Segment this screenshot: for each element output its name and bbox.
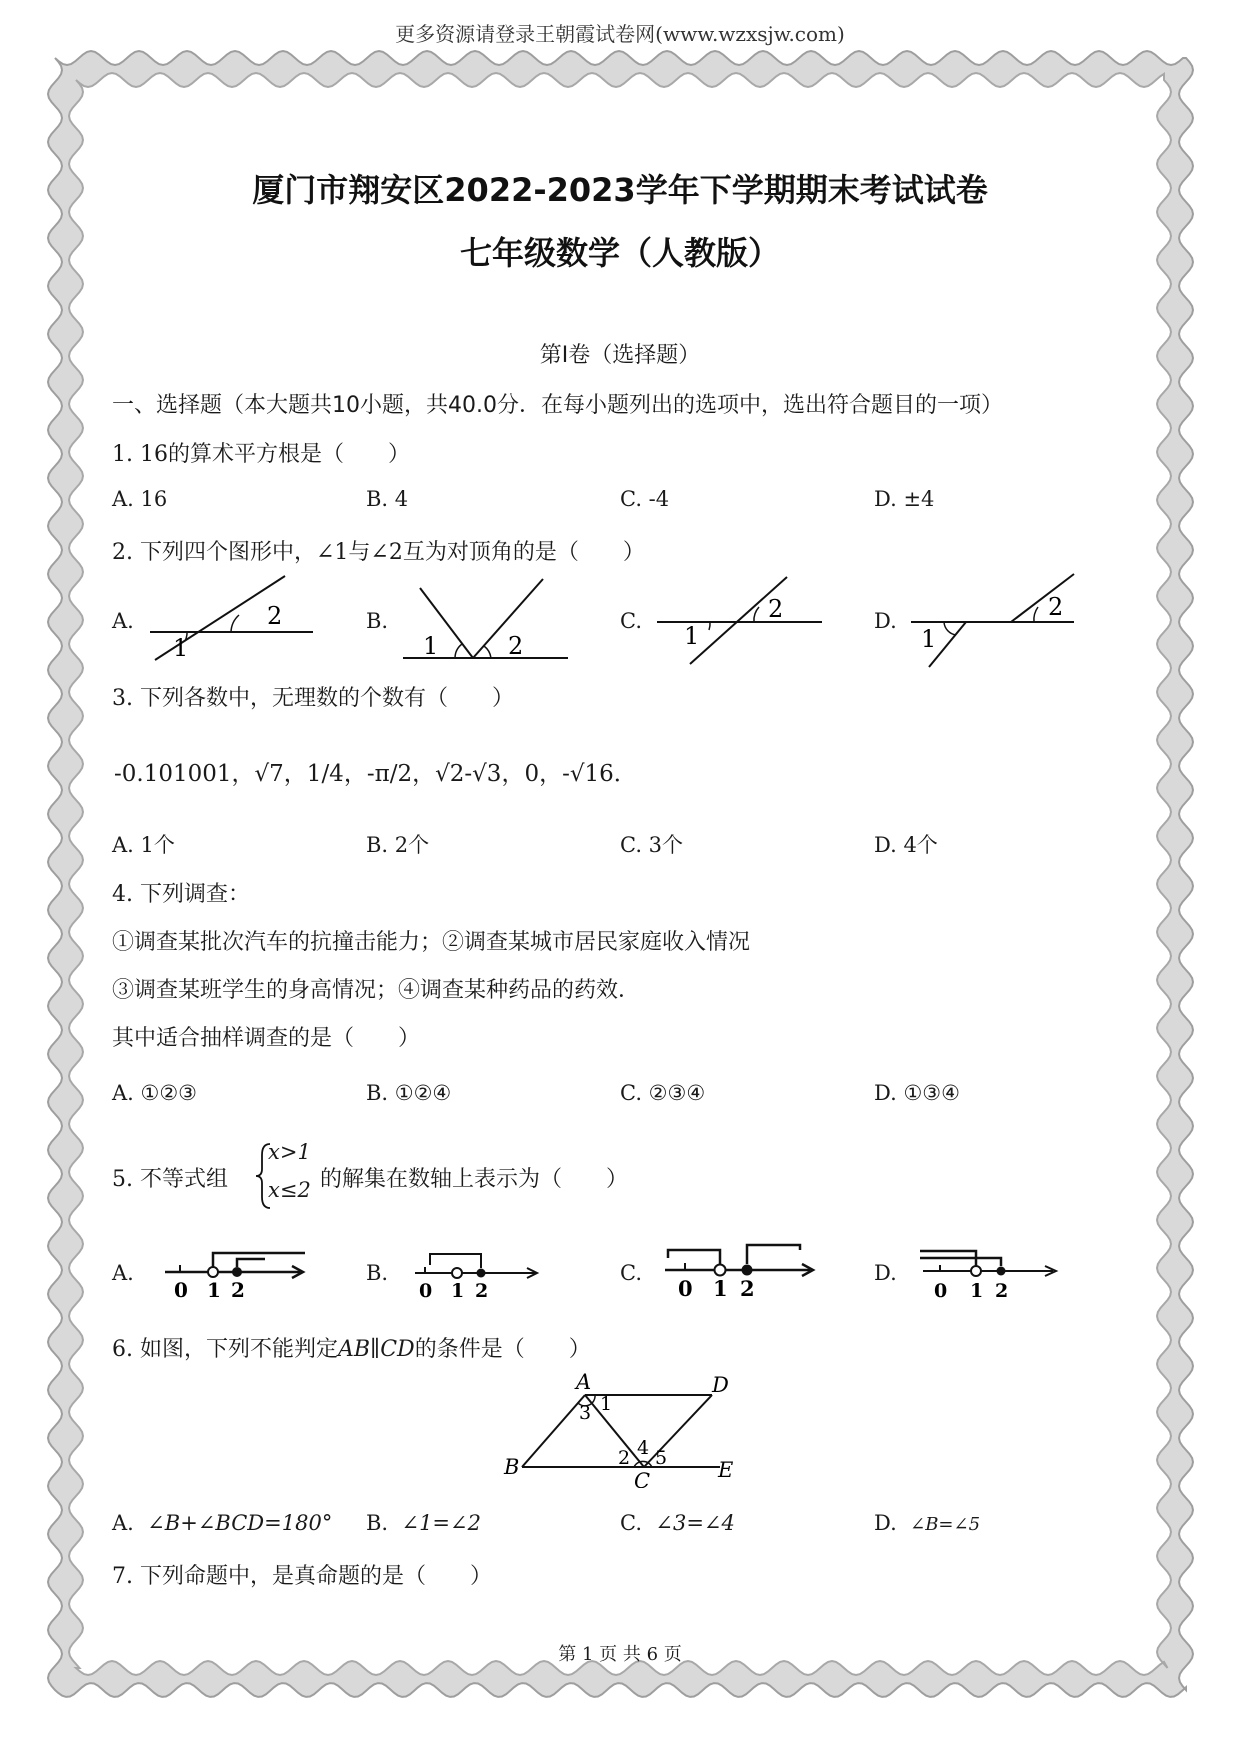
q4-line-1: ①调查某批次汽车的抗撞击能力；②调查某城市居民家庭收入情况	[112, 930, 751, 955]
q6-option-b-math: ∠1=∠2	[401, 1511, 481, 1535]
q6-option-c-letter: C.	[620, 1511, 642, 1535]
point-b-label: B	[504, 1455, 520, 1479]
q4-line-3: 其中适合抽样调查的是（ ）	[112, 1026, 421, 1051]
angle-4-label: 4	[637, 1437, 650, 1459]
q5-number-line-c	[660, 1240, 820, 1302]
page-footer: 第 1 页 共 6 页	[558, 1644, 682, 1665]
q6-figure	[500, 1372, 750, 1488]
q3-numbers: -0.101001，√7，1/4，-π/2，√2-√3，0，-√16．	[114, 761, 637, 787]
q3-option-c: C. 3个	[620, 833, 684, 857]
q2-option-b: B.	[366, 609, 389, 633]
angle-2-label: 2	[1048, 593, 1064, 621]
angle-2-label: 2	[508, 632, 524, 660]
q4-option-b: B. ①②④	[366, 1081, 452, 1105]
tick-1: 1	[713, 1276, 728, 1301]
q3-option-b: B. 2个	[366, 833, 430, 857]
angle-3-label: 3	[579, 1402, 592, 1424]
exam-subtitle: 七年级数学（人教版）	[459, 234, 780, 272]
q6-option-d	[874, 1511, 980, 1535]
q2-figure-b	[398, 576, 573, 662]
q3-option-d: D. 4个	[874, 833, 938, 857]
tick-1: 1	[451, 1280, 465, 1302]
q6-stem-prefix: 6. 如图，下列不能判定	[112, 1337, 338, 1362]
q6-stem-suffix: 的条件是（ ）	[414, 1337, 591, 1362]
q6-option-d-math: ∠B=∠5	[910, 1514, 981, 1535]
q3-stem: 3. 下列各数中，无理数的个数有（ ）	[112, 686, 514, 711]
angle-1-label: 1	[921, 625, 937, 653]
q5-system-line-1: x>1	[268, 1140, 311, 1164]
q1-option-c: C. -4	[620, 487, 670, 511]
tick-0: 0	[934, 1280, 948, 1302]
q5-number-line-d	[918, 1245, 1063, 1305]
q2-stem: 2. 下列四个图形中，∠1与∠2互为对顶角的是（ ）	[112, 540, 645, 565]
q4-option-d: D. ①③④	[874, 1081, 960, 1105]
q6-option-d-letter: D.	[874, 1511, 897, 1535]
q4-line-2: ③调查某班学生的身高情况；④调查某种药品的药效．	[112, 978, 641, 1003]
q6-option-b	[366, 1511, 481, 1535]
angle-1-label: 1	[423, 632, 439, 660]
q6-option-a	[112, 1511, 332, 1535]
tick-0: 0	[174, 1278, 188, 1302]
point-c-label: C	[634, 1469, 651, 1488]
section-title: 第Ⅰ卷（选择题）	[539, 343, 701, 368]
angle-2-label: 2	[618, 1447, 631, 1469]
angle-1-label: 1	[173, 634, 189, 662]
q6-option-c-math: ∠3=∠4	[655, 1511, 735, 1535]
tick-1: 1	[970, 1280, 984, 1302]
q5-option-a: A.	[112, 1261, 134, 1285]
q5-stem-suffix: 的解集在数轴上表示为（ ）	[320, 1167, 629, 1192]
q1-option-a: A. 16	[112, 487, 168, 511]
q2-option-c: C.	[620, 609, 642, 633]
angle-2-label: 2	[768, 595, 784, 623]
q5-number-line-a	[160, 1245, 310, 1305]
tick-1: 1	[207, 1278, 221, 1302]
q5-option-d: D.	[874, 1261, 897, 1285]
q4-option-a: A. ①②③	[112, 1081, 197, 1105]
q1-stem: 1. 16的算术平方根是（ ）	[112, 442, 410, 467]
q5-option-c: C.	[620, 1261, 642, 1285]
angle-2-label: 2	[267, 602, 283, 630]
q6-option-c	[620, 1511, 735, 1535]
exam-title: 厦门市翔安区2022-2023学年下学期期末考试试卷	[252, 171, 988, 209]
q5-option-b: B.	[366, 1261, 389, 1285]
tick-2: 2	[231, 1278, 245, 1302]
angle-1-label: 1	[600, 1393, 613, 1415]
point-a-label: A	[576, 1372, 592, 1394]
q1-option-d: D. ±4	[874, 487, 935, 511]
q1-option-b: B. 4	[366, 487, 409, 511]
q2-option-d: D.	[874, 609, 897, 633]
q2-figure-c	[652, 572, 827, 667]
q3-option-a: A. 1个	[112, 833, 175, 857]
q4-stem: 4. 下列调查：	[112, 882, 250, 907]
q6-option-a-math: ∠B+∠BCD=180°	[147, 1511, 333, 1535]
point-d-label: D	[712, 1373, 729, 1397]
part1-heading: 一、选择题（本大题共10小题，共40.0分．在每小题列出的选项中，选出符合题目的一项）	[112, 393, 1003, 418]
tick-2: 2	[995, 1280, 1009, 1302]
q5-number-line-b	[410, 1245, 545, 1305]
q2-option-a: A.	[112, 609, 134, 633]
q6-option-a-letter: A.	[112, 1511, 134, 1535]
q6-stem	[112, 1332, 591, 1363]
q6-option-b-letter: B.	[366, 1511, 389, 1535]
angle-5-label: 5	[655, 1447, 668, 1469]
q7-stem: 7. 下列命题中，是真命题的是（ ）	[112, 1564, 492, 1589]
q5-system-line-2: x≤2	[268, 1178, 311, 1202]
q2-figure-d	[906, 570, 1076, 670]
q2-figure-a	[145, 572, 315, 664]
tick-0: 0	[678, 1276, 693, 1301]
point-e-label: E	[718, 1458, 734, 1482]
tick-2: 2	[740, 1276, 755, 1301]
q6-stem-math: AB∥CD	[337, 1337, 415, 1362]
q5-stem-prefix: 5. 不等式组	[112, 1167, 228, 1192]
q4-option-c: C. ②③④	[620, 1081, 706, 1105]
tick-0: 0	[419, 1280, 433, 1302]
tick-2: 2	[475, 1280, 489, 1302]
watermark: 更多资源请登录王朝霞试卷网(www.wzxsjw.com)	[395, 22, 845, 46]
angle-1-label: 1	[684, 622, 700, 650]
